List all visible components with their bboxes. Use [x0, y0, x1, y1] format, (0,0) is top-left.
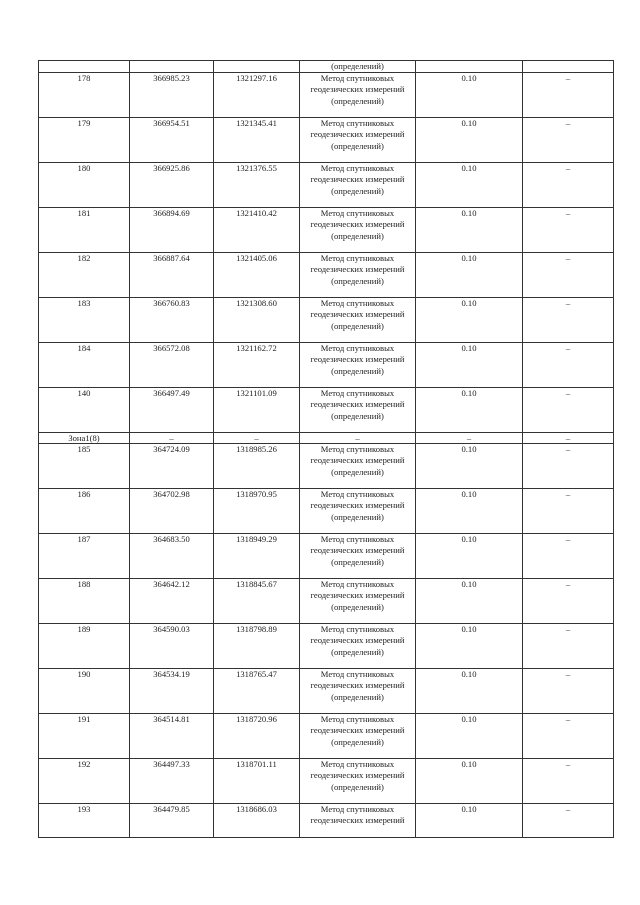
cell-note: – [523, 489, 614, 534]
cell-note: – [523, 118, 614, 163]
cell-y: 1321376.55 [214, 163, 300, 208]
table-row [39, 444, 614, 489]
zone-label: Зона1(8) [39, 433, 130, 444]
cell-x: 364514.81 [130, 714, 214, 759]
cell-x [130, 61, 214, 73]
cell-accuracy: 0.10 [416, 759, 523, 804]
cell-note: – [523, 579, 614, 624]
coordinates-table-body [39, 61, 614, 838]
table-row [39, 579, 614, 624]
cell-x: 364497.33 [130, 759, 214, 804]
cell-y: 1321162.72 [214, 343, 300, 388]
cell-num: 179 [39, 118, 130, 163]
cell-accuracy: 0.10 [416, 298, 523, 343]
cell-y: 1321410.42 [214, 208, 300, 253]
cell-method: – [300, 433, 416, 444]
cell-num: 184 [39, 343, 130, 388]
cell-accuracy: 0.10 [416, 714, 523, 759]
cell-x: 366985.23 [130, 73, 214, 118]
cell-x: 364479.85 [130, 804, 214, 838]
cell-x: 366572.08 [130, 343, 214, 388]
cell-x: 366954.51 [130, 118, 214, 163]
cell-note: – [523, 73, 614, 118]
cell-note: – [523, 253, 614, 298]
cell-num: 182 [39, 253, 130, 298]
cell-accuracy: 0.10 [416, 489, 523, 534]
cell-num [39, 61, 130, 73]
cell-accuracy: 0.10 [416, 253, 523, 298]
cell-accuracy: 0.10 [416, 669, 523, 714]
cell-num: 181 [39, 208, 130, 253]
cell-method: Метод спутниковых геодезических измерений (определений) [300, 118, 416, 163]
cell-note: – [523, 444, 614, 489]
cell-x: 364724.09 [130, 444, 214, 489]
cell-num: 183 [39, 298, 130, 343]
cell-note: – [523, 343, 614, 388]
cell-accuracy: 0.10 [416, 804, 523, 838]
table-row [39, 253, 614, 298]
cell-method: Метод спутниковых геодезических измерений (определений) [300, 388, 416, 433]
table-row [39, 534, 614, 579]
cell-num: 140 [39, 388, 130, 433]
cell-accuracy: – [416, 433, 523, 444]
cell-num: 180 [39, 163, 130, 208]
cell-method: Метод спутниковых геодезических измерений (определений) [300, 343, 416, 388]
cell-x: 366760.83 [130, 298, 214, 343]
cell-method: Метод спутниковых геодезических измерений (определений) [300, 444, 416, 489]
cell-note: – [523, 208, 614, 253]
table-row [39, 714, 614, 759]
cell-y: 1321345.41 [214, 118, 300, 163]
table-row [39, 624, 614, 669]
cell-num: 191 [39, 714, 130, 759]
cell-accuracy: 0.10 [416, 118, 523, 163]
cell-y: – [214, 433, 300, 444]
cell-note: – [523, 624, 614, 669]
cell-x: 364702.98 [130, 489, 214, 534]
table-row [39, 163, 614, 208]
cell-num: 185 [39, 444, 130, 489]
cell-accuracy: 0.10 [416, 163, 523, 208]
cell-method: Метод спутниковых геодезических измерений (определений) [300, 73, 416, 118]
cell-note: – [523, 298, 614, 343]
cell-method: Метод спутниковых геодезических измерений (определений) [300, 534, 416, 579]
cell-accuracy: 0.10 [416, 624, 523, 669]
cell-num: 188 [39, 579, 130, 624]
cell-y: 1321297.16 [214, 73, 300, 118]
cell-x: 364642.12 [130, 579, 214, 624]
cell-y: 1318949.29 [214, 534, 300, 579]
cell-note: – [523, 388, 614, 433]
table-row [39, 118, 614, 163]
cell-y: 1318720.96 [214, 714, 300, 759]
cell-note [523, 61, 614, 73]
cell-method: Метод спутниковых геодезических измерений (определений) [300, 208, 416, 253]
table-row [39, 298, 614, 343]
table-row [39, 759, 614, 804]
continued-row [39, 61, 614, 73]
cell-method: Метод спутниковых геодезических измерений (определений) [300, 298, 416, 343]
cell-x: – [130, 433, 214, 444]
table-row [39, 669, 614, 714]
cell-accuracy: 0.10 [416, 444, 523, 489]
cell-y: 1318686.03 [214, 804, 300, 838]
cell-y: 1321405.06 [214, 253, 300, 298]
cell-method: Метод спутниковых геодезических измерений (определений) [300, 163, 416, 208]
cell-x: 364683.50 [130, 534, 214, 579]
cell-method: Метод спутниковых геодезических измерений (определений) [300, 669, 416, 714]
cell-method: Метод спутниковых геодезических измерений (определений) [300, 624, 416, 669]
cell-num: 187 [39, 534, 130, 579]
cell-method: Метод спутниковых геодезических измерений (определений) [300, 489, 416, 534]
cell-note: – [523, 714, 614, 759]
cell-method: Метод спутниковых геодезических измерений (определений) [300, 253, 416, 298]
cell-x: 366497.49 [130, 388, 214, 433]
cell-method: Метод спутниковых геодезических измерений (определений) [300, 714, 416, 759]
table-row [39, 73, 614, 118]
table-row [39, 208, 614, 253]
cell-note: – [523, 433, 614, 444]
cell-accuracy: 0.10 [416, 388, 523, 433]
cell-accuracy: 0.10 [416, 579, 523, 624]
cell-accuracy: 0.10 [416, 208, 523, 253]
cell-accuracy [416, 61, 523, 73]
cell-y: 1318845.67 [214, 579, 300, 624]
cell-accuracy: 0.10 [416, 534, 523, 579]
cell-note: – [523, 804, 614, 838]
cell-y: 1321101.09 [214, 388, 300, 433]
table-row [39, 343, 614, 388]
coordinates-table [38, 60, 614, 838]
cell-accuracy: 0.10 [416, 73, 523, 118]
cell-y [214, 61, 300, 73]
table-row [39, 388, 614, 433]
cell-method: Метод спутниковых геодезических измерений (определений) [300, 759, 416, 804]
cell-note: – [523, 759, 614, 804]
cell-num: 190 [39, 669, 130, 714]
cell-method: Метод спутниковых геодезических измерений (определений) [300, 579, 416, 624]
cell-method: Метод спутниковых геодезических измерений [300, 804, 416, 838]
cell-y: 1318985.26 [214, 444, 300, 489]
cell-x: 364534.19 [130, 669, 214, 714]
cell-accuracy: 0.10 [416, 343, 523, 388]
cell-note: – [523, 534, 614, 579]
cell-y: 1318701.11 [214, 759, 300, 804]
table-row [39, 489, 614, 534]
cell-x: 366887.64 [130, 253, 214, 298]
cell-y: 1318798.89 [214, 624, 300, 669]
cell-num: 193 [39, 804, 130, 838]
cell-note: – [523, 669, 614, 714]
cell-num: 178 [39, 73, 130, 118]
cell-method: (определений) [300, 61, 416, 73]
cell-x: 366894.69 [130, 208, 214, 253]
cell-num: 186 [39, 489, 130, 534]
cell-x: 366925.86 [130, 163, 214, 208]
coordinates-table-page [38, 60, 609, 838]
cell-x: 364590.03 [130, 624, 214, 669]
zone-row [39, 433, 614, 444]
cell-y: 1318765.47 [214, 669, 300, 714]
cell-num: 189 [39, 624, 130, 669]
table-row [39, 804, 614, 838]
cell-note: – [523, 163, 614, 208]
cell-num: 192 [39, 759, 130, 804]
cell-y: 1321308.60 [214, 298, 300, 343]
cell-y: 1318970.95 [214, 489, 300, 534]
